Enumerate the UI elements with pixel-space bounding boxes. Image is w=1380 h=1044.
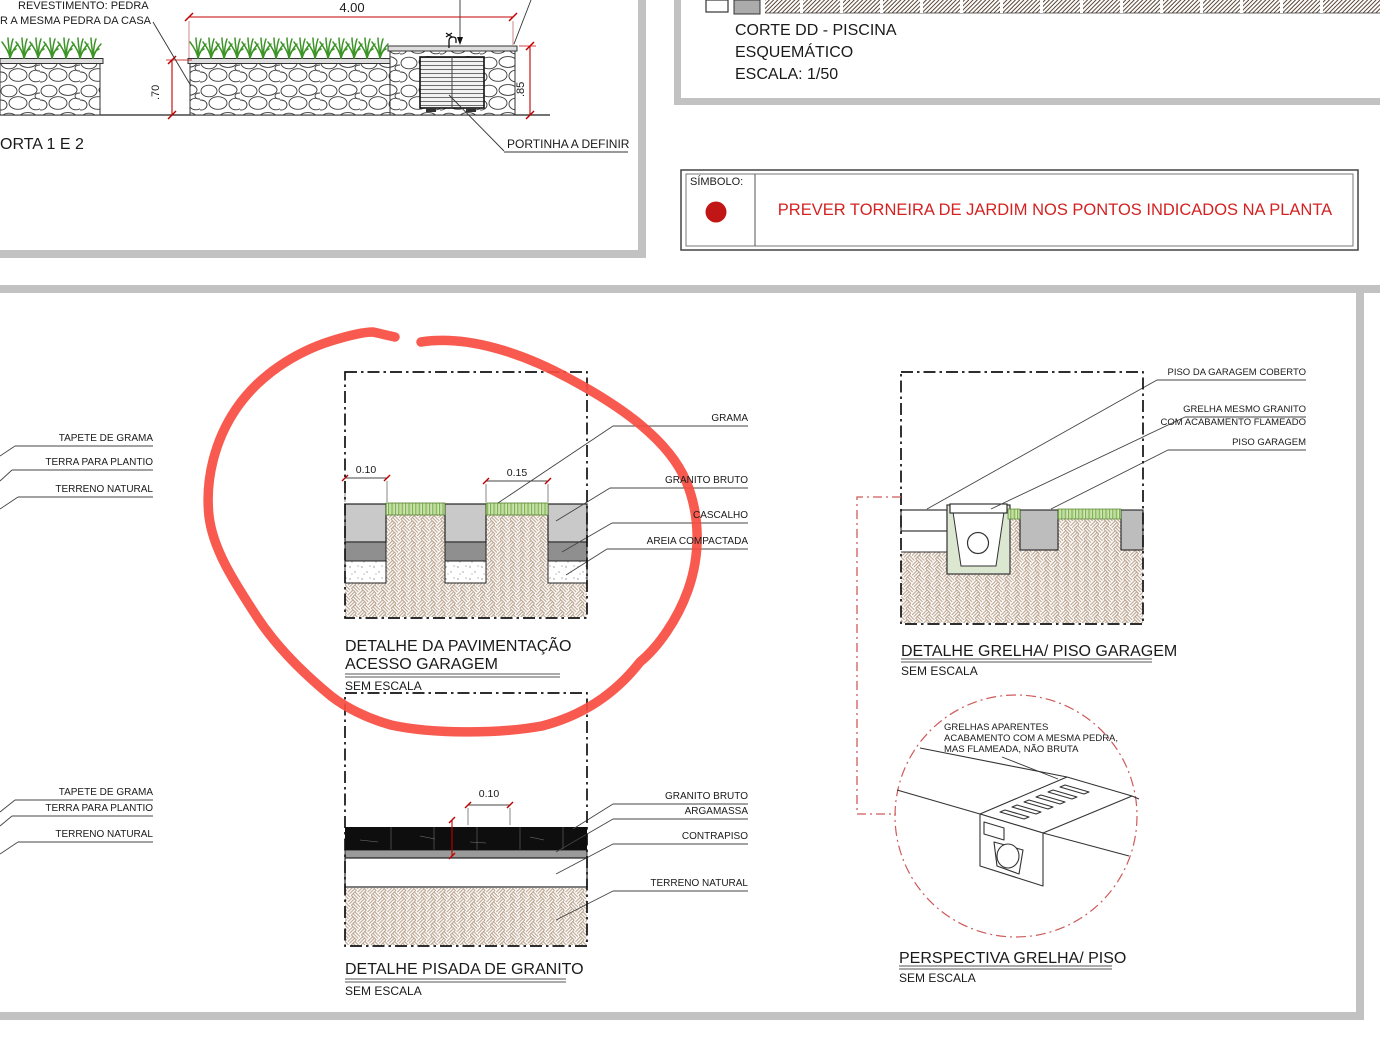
label-granito-bruto: GRANITO BRUTO [665, 475, 748, 486]
perspectiva-note-2: ACABAMENTO COM A MESMA PEDRA, [944, 733, 1119, 744]
label-argamassa: ARGAMASSA [684, 806, 748, 817]
simbolo-note: PREVER TORNEIRA DE JARDIM NOS PONTOS INDICADOS NA PLANTA [777, 201, 1333, 219]
detail-pavimentacao-title-2: ACESSO GARAGEM [345, 656, 498, 673]
dim-85 [519, 42, 536, 119]
label-piso-garagem: PISO GARAGEM [1232, 437, 1306, 448]
corte-scale: ESCALA: 1/50 [735, 66, 839, 83]
dim-gap-value: 0.15 [506, 467, 528, 479]
detail-pavimentacao-scale: SEM ESCALA [345, 679, 422, 693]
label-terra-para-plantio-a: TERRA PARA PLANTIO [45, 457, 153, 468]
finish-note-line2: R A MESMA PEDRA DA CASA [0, 15, 151, 27]
detail-pavimentacao-drawing [342, 372, 748, 677]
dim-block-value: 0.10 [355, 464, 377, 476]
perspectiva-scale: SEM ESCALA [899, 971, 976, 985]
porta-caption: ORTA 1 E 2 [0, 136, 84, 153]
detail-pavimentacao-title-1: DETALHE DA PAVIMENTAÇÃO [345, 638, 572, 655]
label-areia-compactada: AREIA COMPACTADA [646, 536, 748, 547]
label-piso-garagem-coberto: PISO DA GARAGEM COBERTO [1167, 367, 1306, 378]
louvered-gate [420, 57, 484, 112]
label-tapete-de-grama-a: TAPETE DE GRAMA [58, 433, 153, 444]
corte-piscina-strip [706, 0, 1380, 14]
dim-width-value: 4.00 [339, 0, 365, 15]
gate-label: PORTINHA A DEFINIR [507, 137, 630, 151]
garden-tap-symbol-dot [706, 202, 727, 223]
label-cascalho: CASCALHO [692, 510, 748, 521]
detail-grelha-scale: SEM ESCALA [901, 664, 978, 678]
label-grelha-granito-2: COM ACABAMENTO FLAMEADO [1160, 417, 1306, 428]
dim-pisada-value: 0.10 [478, 788, 500, 800]
label-terra-para-plantio-b: TERRA PARA PLANTIO [45, 803, 153, 814]
label-contrapiso: CONTRAPISO [681, 831, 748, 842]
dim-0-10-pav [342, 475, 390, 502]
perspectiva-note-3: MAS FLAMEADA, NÃO BRUTA [944, 744, 1079, 755]
finish-note-line1: REVESTIMENTO: PEDRA [18, 0, 149, 12]
corte-title: CORTE DD - PISCINA [735, 22, 897, 39]
perspectiva-note-1: GRELHAS APARENTES [944, 722, 1049, 733]
detail-pisada-title: DETALHE PISADA DE GRANITO [345, 961, 584, 978]
simbolo-heading: SÍMBOLO: [690, 176, 744, 188]
perspectiva-title: PERSPECTIVA GRELHA/ PISO [899, 950, 1127, 967]
label-tapete-de-grama-b: TAPETE DE GRAMA [58, 787, 153, 798]
label-terreno-natural-a: TERRENO NATURAL [55, 484, 153, 495]
label-granito-bruto-2: GRANITO BRUTO [665, 791, 748, 802]
corte-subtitle: ESQUEMÁTICO [735, 44, 854, 61]
label-grama: GRAMA [711, 413, 748, 424]
label-terreno-natural-b: TERRENO NATURAL [55, 829, 153, 840]
left-leaders-group-a [0, 446, 153, 509]
label-terreno-natural-2: TERRENO NATURAL [650, 878, 748, 889]
dim-right-height-value: .85 [515, 81, 527, 97]
detail-grelha-title: DETALHE GRELHA/ PISO GARAGEM [901, 643, 1178, 660]
label-grelha-granito-1: GRELHA MESMO GRANITO [1183, 404, 1306, 415]
reference-connector [857, 497, 901, 814]
detail-pisada-scale: SEM ESCALA [345, 984, 422, 998]
dim-left-height-value: .70 [150, 84, 162, 100]
